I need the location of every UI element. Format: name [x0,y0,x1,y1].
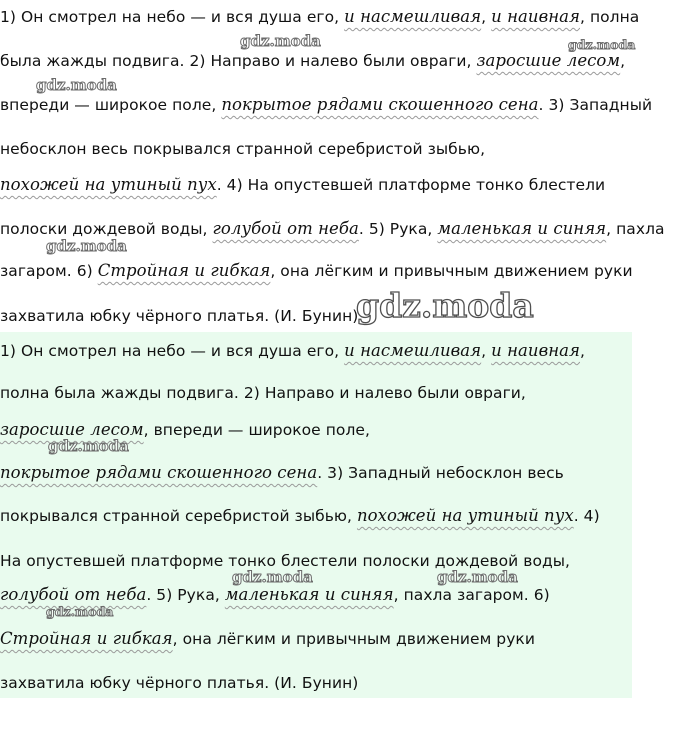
participle-phrase: и насмешливая [344,341,482,360]
participle-phrase: и наивная [491,341,580,360]
participle-phrase: голубой от неба [0,585,147,604]
participle-phrase: голубой от неба [212,219,359,238]
text-line: 1) Он смотрел на небо — и вся душа его, и насмешливая, и наивная, [0,341,585,360]
text-line: заросшие лесом, впереди — широкое поле, [0,420,370,439]
participle-phrase: заросшие лесом [476,51,621,70]
participle-phrase: маленькая и синяя [224,585,394,604]
participle-phrase: покрытое рядами скошенного сена [0,463,318,482]
text-line: загаром. 6) Стройная и гибкая, она лёгким и привычным движением руки [0,261,633,280]
text-line: покрывался странной серебристой зыбью, похожей на утиный пух. 4) [0,506,600,525]
text-line: покрытое рядами скошенного сена. 3) Западный небосклон весь [0,463,564,482]
text-line: полна была жажды подвига. 2) Направо и налево были овраги, [0,384,526,402]
watermark-logo: gdz.moda [356,286,534,325]
text-line: На опустевшей платформе тонко блестели полоски дождевой воды, [0,552,571,570]
original-text-block [0,0,680,332]
participle-phrase: Стройная и гибкая [0,629,173,648]
watermark-logo: gdz.moda [48,437,129,455]
text-line: 1) Он смотрел на небо — и вся душа его, и насмешливая, и наивная, полна [0,7,640,26]
participle-phrase: похожей на утиный пух [356,506,574,525]
text-line: полоски дождевой воды, голубой от неба. 5) Рука, маленькая и синяя, пахла [0,219,665,238]
participle-phrase: покрытое рядами скошенного сена [221,95,539,114]
corrected-text-block [0,332,632,698]
watermark-logo: gdz.moda [46,237,127,255]
text-line: захватила юбку чёрного платья. (И. Бунин) [0,674,359,692]
text-line: Стройная и гибкая, она лёгким и привычным движением руки [0,629,535,648]
participle-phrase: и наивная [491,7,580,26]
text-line: была жажды подвига. 2) Направо и налево были овраги, заросшие лесом, [0,51,626,70]
watermark-logo: gdz.moda [437,568,518,586]
participle-phrase: заросшие лесом [0,420,144,439]
text-line: голубой от неба. 5) Рука, маленькая и синяя, пахла загаром. 6) [0,585,550,604]
participle-phrase: Стройная и гибкая [97,261,271,280]
watermark-logo: gdz.moda [46,604,114,619]
watermark-logo: gdz.moda [232,568,313,586]
text-line: впереди — широкое поле, покрытое рядами скошенного сена. 3) Западный [0,95,653,114]
text-line: небосклон весь покрывался странной серебристой зыбью, [0,140,486,158]
watermark-logo: gdz.moda [240,32,321,50]
watermark-logo: gdz.moda [568,37,636,52]
participle-phrase: маленькая и синяя [437,219,607,238]
text-line: похожей на утиный пух. 4) На опустевшей платформе тонко блестели [0,175,606,194]
participle-phrase: и насмешливая [344,7,482,26]
watermark-logo: gdz.moda [36,76,117,94]
text-line: захватила юбку чёрного платья. (И. Бунин) [0,307,359,325]
participle-phrase: похожей на утиный пух [0,175,217,194]
